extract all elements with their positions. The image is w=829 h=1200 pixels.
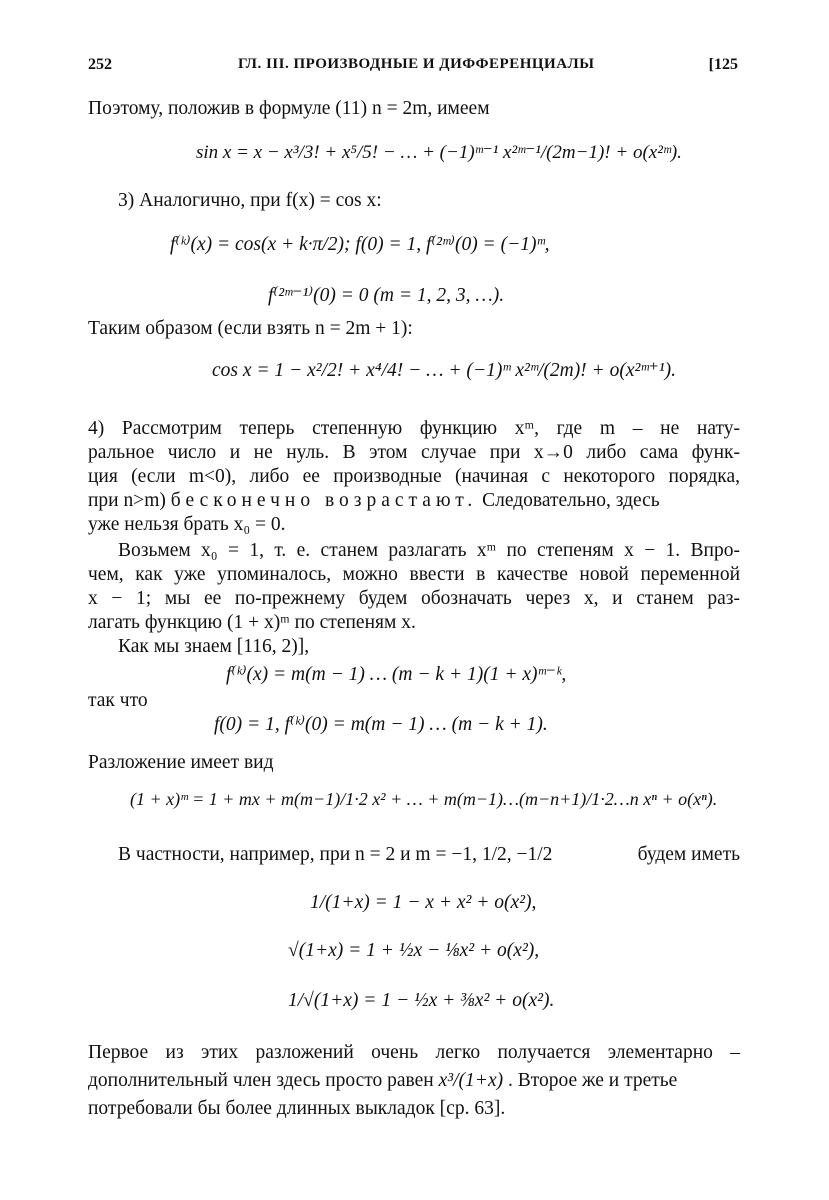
text-fragment: В частности, например, при n = 2 и m = −1, 1/2, −1/2 bbox=[118, 844, 553, 865]
paragraph-line bbox=[88, 1068, 740, 1094]
equation-sin: sin x = x − x³/3! + x⁵/5! − … + (−1)ᵐ⁻¹ x²ᵐ⁻¹/(2m−1)! + o(x²ᵐ). bbox=[196, 142, 682, 163]
running-head: ГЛ. III. ПРОИЗВОДНЫЕ И ДИФФЕРЕНЦИАЛЫ bbox=[238, 56, 595, 72]
paragraph-line: Возьмем x₀ = 1, т. е. станем разлагать xᵐ по степеням x − 1. Впро- bbox=[118, 540, 740, 561]
page-number: 252 bbox=[88, 56, 112, 73]
page-header bbox=[88, 56, 738, 80]
paragraph-line: x − 1; мы ее по-прежнему будем обозначать через x, и станем раз- bbox=[88, 588, 740, 609]
paragraph-line: Как мы знаем [116, 2)], bbox=[118, 636, 310, 657]
paragraph-line: Первое из этих разложений очень легко получается элементарно – bbox=[88, 1042, 740, 1063]
paragraph-line: ция (если m<0), либо ее производные (начиная с некоторого порядка, bbox=[88, 466, 740, 487]
text-fragment: Следовательно, здесь bbox=[482, 490, 660, 511]
paragraph-line: Разложение имеет вид bbox=[88, 752, 274, 773]
paragraph-line: Таким образом (если взять n = 2m + 1): bbox=[88, 318, 413, 339]
paragraph-line bbox=[88, 488, 740, 514]
equation-fk: f⁽ᵏ⁾(x) = cos(x + k·π/2); f(0) = 1, f⁽²ᵐ⁾(0) = (−1)ᵐ, bbox=[170, 234, 550, 255]
section-number: [125 bbox=[708, 56, 738, 73]
text-fragment: при n>m) bbox=[88, 490, 166, 511]
equation-reciprocal: 1/(1+x) = 1 − x + x² + o(x²), bbox=[310, 892, 537, 913]
paragraph-line: чем, как уже упоминалось, можно ввести в качестве новой переменной bbox=[88, 564, 740, 585]
paragraph-line: 3) Аналогично, при f(x) = cos x: bbox=[118, 190, 382, 211]
equation-sqrt: √(1+x) = 1 + ½x − ⅛x² + o(x²), bbox=[288, 940, 540, 961]
text-fragment: дополнительный член здесь просто равен bbox=[88, 1070, 434, 1091]
paragraph-line: ральное число и не нуль. В этом случае при x→0 либо сама функ- bbox=[88, 442, 740, 463]
equation-f0: f(0) = 1, f⁽ᵏ⁾(0) = m(m − 1) … (m − k + 1). bbox=[214, 714, 548, 735]
equation-binomial: (1 + x)ᵐ = 1 + mx + m(m−1)/1·2 x² + … + m(m−1)…(m−n+1)/1·2…n xⁿ + o(xⁿ). bbox=[130, 789, 718, 809]
paragraph-line: потребовали бы более длинных выкладок [ср. 63]. bbox=[88, 1098, 506, 1119]
text-fragment: будем иметь bbox=[637, 844, 740, 865]
paragraph-line: лагать функцию (1 + x)ᵐ по степеням x. bbox=[88, 612, 416, 633]
paragraph-line: Поэтому, положив в формуле (11) n = 2m, имеем bbox=[88, 98, 490, 119]
paragraph-line: 4) Рассмотрим теперь степенную функцию xᵐ, где m – не нату- bbox=[88, 418, 740, 439]
equation-fkx: f⁽ᵏ⁾(x) = m(m − 1) … (m − k + 1)(1 + x)ᵐ⁻ᵏ, bbox=[226, 664, 567, 685]
equation-cos: cos x = 1 − x²/2! + x⁴/4! − … + (−1)ᵐ x²ᵐ/(2m)! + o(x²ᵐ⁺¹). bbox=[212, 360, 676, 381]
paragraph-line bbox=[118, 842, 740, 868]
paragraph-line: так что bbox=[88, 690, 148, 711]
equation-f2m1: f⁽²ᵐ⁻¹⁾(0) = 0 (m = 1, 2, 3, …). bbox=[268, 285, 505, 306]
inline-fraction: x³/(1+x) bbox=[438, 1070, 504, 1091]
equation-inv-sqrt: 1/√(1+x) = 1 − ½x + ⅜x² + o(x²). bbox=[288, 990, 555, 1011]
spaced-emphasis: бесконечно возрастают. bbox=[170, 490, 478, 511]
text-fragment: . Второе же и третье bbox=[507, 1070, 678, 1091]
paragraph-line: уже нельзя брать x₀ = 0. bbox=[88, 514, 286, 535]
